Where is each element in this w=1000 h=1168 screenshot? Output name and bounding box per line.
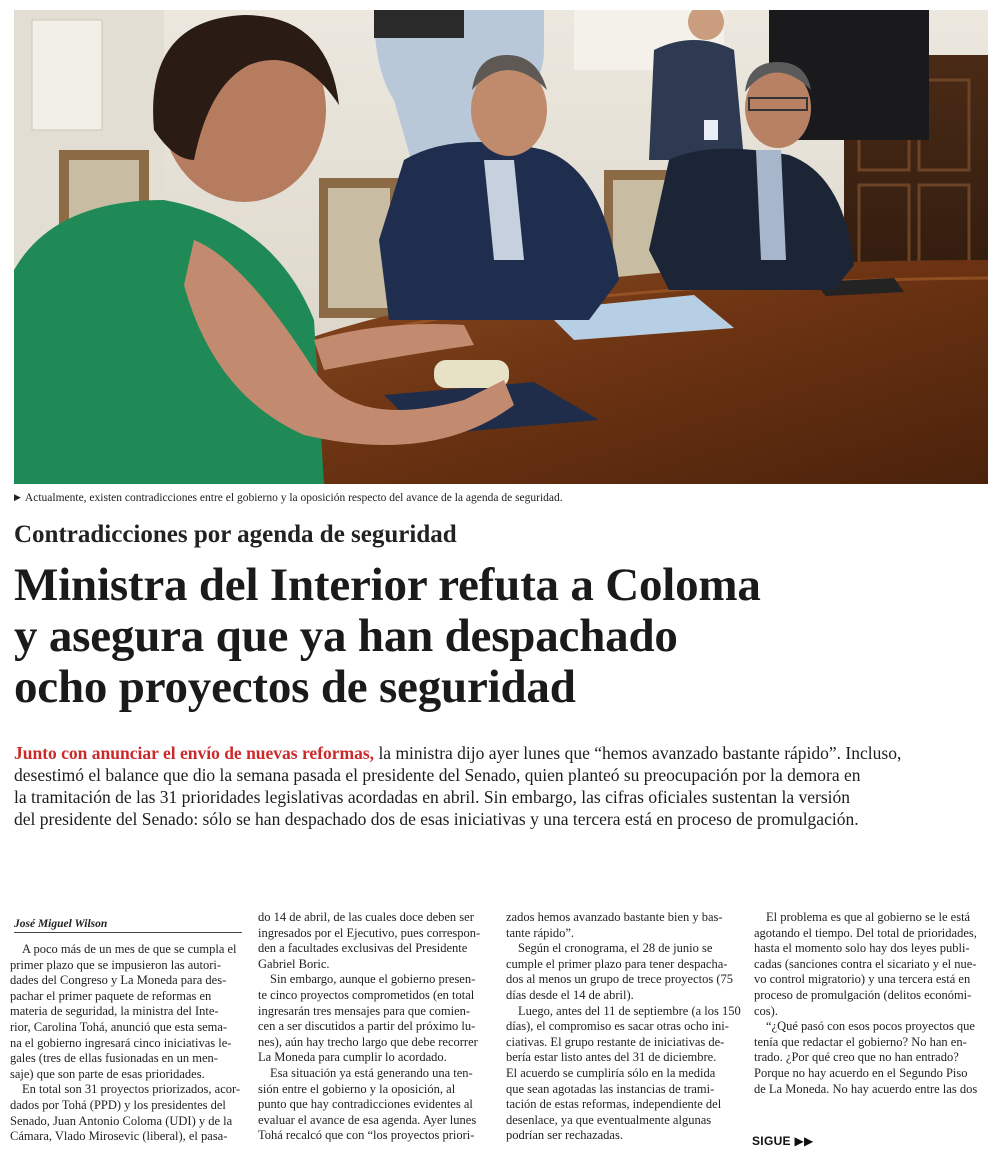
text-line: saje) que son parte de esas prioridades.: [10, 1066, 205, 1081]
text-line: desenlace, ya que eventualmente algunas: [506, 1112, 712, 1127]
text-line: na el gobierno ingresará cinco iniciativas le-: [10, 1035, 232, 1050]
text-line: proceso de promulgación (delitos económi-: [754, 987, 972, 1002]
article-column-3: [506, 910, 741, 1144]
continue-link[interactable]: SIGUE ▶▶: [752, 1134, 814, 1148]
main-headline: [14, 560, 988, 713]
text-line: Gabriel Boric.: [258, 956, 330, 971]
text-line: tenía que redactar el gobierno? No han en-: [754, 1034, 967, 1049]
text-line: zados hemos avanzado bastante bien y bas-: [506, 910, 723, 924]
kicker-headline: Contradicciones por agenda de seguridad: [14, 521, 457, 548]
text-line: Senado, Juan Antonio Coloma (UDI) y de la: [10, 1113, 233, 1128]
text-line: Luego, antes del 11 de septiembre (a los 150: [518, 1003, 741, 1018]
headline-line: y asegura que ya han despachado: [14, 610, 678, 662]
text-line: ingresarán tres mensajes para que comien-: [258, 1003, 471, 1018]
text-line: El acuerdo se cumpliría sólo en la medida: [506, 1065, 716, 1080]
headline-line: ocho proyectos de seguridad: [14, 661, 576, 713]
article-column-1: [10, 942, 245, 1145]
text-line: bería estar listo antes del 31 de diciembre.: [506, 1050, 717, 1065]
text-line: do 14 de abril, de las cuales doce deben ser: [258, 910, 474, 924]
lede-line: [14, 742, 988, 764]
text-line: La Moneda para cumplir lo acordado.: [258, 1050, 447, 1065]
lede-paragraph: [14, 742, 988, 830]
meeting-photo-illustration: [14, 10, 988, 484]
text-line: primer plazo que se impusieron las autori-: [10, 957, 222, 972]
lede-line: desestimó el balance que dio la semana pasada el presidente del Senado, quien planteó su preocupación por la demora en: [14, 765, 861, 785]
text-line: podrían ser rechazadas.: [506, 1128, 623, 1143]
text-line: trado. ¿Por qué creo que no han entrado?: [754, 1050, 959, 1065]
text-line: cen a ser discutidos a partir del próximo lu-: [258, 1019, 476, 1034]
text-line: dos al menos un grupo de trece proyectos (75: [506, 972, 734, 987]
text-line: cadas (sanciones contra el sicariato y el nue-: [754, 956, 977, 971]
article-column-2: [258, 910, 493, 1144]
text-line: Tohá recalcó que con “los proyectos priori-: [258, 1128, 475, 1143]
text-line: “¿Qué pasó con esos pocos proyectos que: [766, 1019, 975, 1034]
text-line: te cinco proyectos comprometidos (en total: [258, 987, 475, 1002]
text-line: de La Moneda. No hay acuerdo entre las dos: [754, 1081, 978, 1096]
text-line: Según el cronograma, el 28 de junio se: [518, 941, 713, 956]
text-line: tante rápido”.: [506, 925, 575, 940]
text-line: días desde el 14 de abril).: [506, 987, 634, 1002]
text-line: Esa situación ya está generando una ten-: [270, 1065, 473, 1080]
text-line: tación de estas reformas, independiente del: [506, 1097, 722, 1112]
text-line: dados por Tohá (PPD) y los presidentes del: [10, 1097, 226, 1112]
text-line: A poco más de un mes de que se cumpla el: [22, 942, 237, 956]
text-line: materia de seguridad, la ministra del Inte-: [10, 1004, 219, 1019]
article-photo: [14, 10, 988, 484]
lede-lead-in: Junto con anunciar el envío de nuevas reformas,: [14, 743, 375, 763]
text-line: Porque no hay acuerdo en el Segundo Piso: [754, 1065, 968, 1080]
lede-line: la tramitación de las 31 prioridades legislativas acordadas en abril. Sin embargo, las cifras oficiales sustentan la versión: [14, 787, 851, 807]
text-line: ingresados por el Ejecutivo, pues correspon-: [258, 925, 481, 940]
text-line: vo control migratorio) y una tercera está en: [754, 972, 971, 987]
byline: José Miguel Wilson: [14, 918, 242, 933]
text-line: Cámara, Vlado Mirosevic (liberal), el pasa-: [10, 1129, 228, 1144]
text-line: evaluar el avance de esa agenda. Ayer lunes: [258, 1112, 477, 1127]
text-line: que sean agotadas las instancias de trami-: [506, 1081, 715, 1096]
text-line: En total son 31 proyectos priorizados, acor-: [22, 1082, 241, 1097]
text-line: rior, Carolina Tohá, anunció que esta sema-: [10, 1019, 228, 1034]
text-line: cos).: [754, 1003, 778, 1018]
text-line: sión entre el gobierno y la oposición, al: [258, 1081, 456, 1096]
text-line: Sin embargo, aunque el gobierno presen-: [270, 972, 476, 987]
text-line: El problema es que al gobierno se le está: [766, 910, 971, 924]
text-line: hasta el momento solo hay dos leyes publi-: [754, 941, 970, 956]
caption-text: Actualmente, existen contradicciones entre el gobierno y la oposición respecto del avance de la agenda de seguridad.: [24, 492, 563, 504]
text-line: pachar el primer paquete de reformas en: [10, 988, 212, 1003]
text-line: cumple el primer plazo para tener despacha-: [506, 956, 728, 971]
text-line: gales (tres de ellas fusionadas en un men-: [10, 1051, 218, 1066]
text-line: dades del Congreso y La Moneda para des-: [10, 973, 227, 988]
text-line: den a facultades exclusivas del Presidente: [258, 941, 468, 956]
lede-line: del presidente del Senado: sólo se han despachado dos de esas iniciativas y una tercera está en proceso de promulgación.: [14, 809, 859, 829]
text-line: nes), aún hay trecho largo que debe recorrer: [258, 1034, 478, 1049]
article-column-4: [754, 910, 989, 1097]
text-line: punto que hay contradicciones evidentes al: [258, 1097, 473, 1112]
caption-arrow-icon: ▶: [14, 492, 21, 502]
text-line: agotando el tiempo. Del total de prioridades,: [754, 925, 977, 940]
text-line: ciativas. El grupo restante de iniciativas de-: [506, 1034, 725, 1049]
headline-line: Ministra del Interior refuta a Coloma: [14, 559, 761, 611]
text-line: días), el compromiso es sacar otras ocho ini-: [506, 1019, 729, 1034]
photo-caption: [14, 490, 988, 505]
lede-text: la ministra dijo ayer lunes que “hemos avanzado bastante rápido”. Incluso,: [374, 743, 902, 763]
